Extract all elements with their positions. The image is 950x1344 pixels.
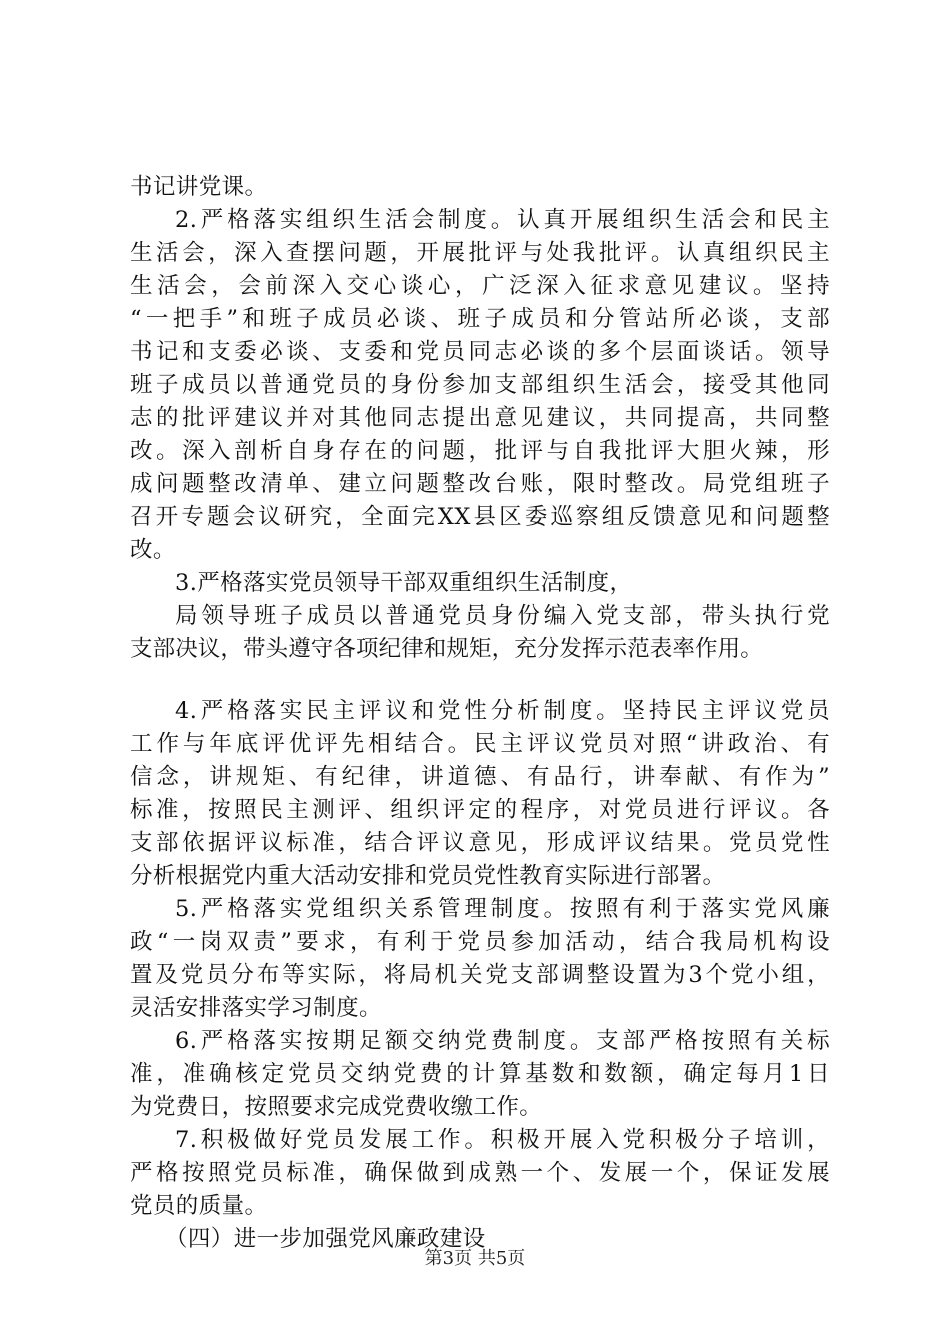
text-line: 支部依据评议标准，结合评议意见，形成评议结果。党员党性 xyxy=(130,830,830,856)
text-line: 局领导班子成员以普通党员身份编入党支部，带头执行党 xyxy=(175,603,830,629)
text-line: 班子成员以普通党员的身份参加支部组织生活会，接受其他同 xyxy=(130,372,830,398)
text-line: 支部决议，带头遵守各项纪律和规矩，充分发挥示范表率作用。 xyxy=(130,636,763,662)
text-line: 成问题整改清单、建立问题整改台账，限时整改。局党组班子 xyxy=(130,471,830,497)
text-line: 生活会，会前深入交心谈心，广泛深入征求意见建议。坚持 xyxy=(130,273,830,299)
text-line: 标准，按照民主测评、组织评定的程序，对党员进行评议。各 xyxy=(130,797,830,823)
text-line: 4.严格落实民主评议和党性分析制度。坚持民主评议党员 xyxy=(175,698,830,724)
text-line: 志的批评建议并对其他同志提出意见建议，共同提高，共同整 xyxy=(130,405,830,431)
text-line: 生活会，深入查摆问题，开展批评与处我批评。认真组织民主 xyxy=(130,240,830,266)
text-line: “一把手”和班子成员必谈、班子成员和分管站所必谈，支部 xyxy=(130,306,830,332)
text-line: 书记讲党课。 xyxy=(130,174,268,200)
text-line: 2.严格落实组织生活会制度。认真开展组织生活会和民主 xyxy=(175,207,830,233)
text-line: 政“一岗双责”要求，有利于党员参加活动，结合我局机构设 xyxy=(130,929,830,955)
text-line: 7.积极做好党员发展工作。积极开展入党积极分子培训， xyxy=(175,1127,830,1153)
text-line: 置及党员分布等实际，将局机关党支部调整设置为3个党小组， xyxy=(130,962,830,988)
section-heading: （四）进一步加强党风廉政建设 xyxy=(165,1226,486,1252)
text-line: 信念，讲规矩、有纪律，讲道德、有品行，讲奉献、有作为” xyxy=(130,764,830,790)
text-line: 书记和支委必谈、支委和党员同志必谈的多个层面谈话。领导 xyxy=(130,339,830,365)
page-number: 第3页 共5页 xyxy=(424,1248,526,1269)
text-line: 准，准确核定党员交纳党费的计算基数和数额，确定每月1日 xyxy=(130,1061,830,1087)
text-line: 严格按照党员标准，确保做到成熟一个、发展一个，保证发展 xyxy=(130,1160,830,1186)
text-line: 为党费日，按照要求完成党费收缴工作。 xyxy=(130,1094,543,1120)
text-line: 5.严格落实党组织关系管理制度。按照有利于落实党风廉 xyxy=(175,896,830,922)
text-line: 改。深入剖析自身存在的问题，批评与自我批评大胆火辣，形 xyxy=(130,438,830,464)
text-line: 工作与年底评优评先相结合。民主评议党员对照“讲政治、有 xyxy=(130,731,830,757)
text-line: 分析根据党内重大活动安排和党员党性教育实际进行部署。 xyxy=(130,863,726,889)
text-line: 党员的质量。 xyxy=(130,1193,268,1219)
text-line: 3.严格落实党员领导干部双重组织生活制度， xyxy=(175,570,633,596)
text-line: 6.严格落实按期足额交纳党费制度。支部严格按照有关标 xyxy=(175,1028,830,1054)
text-line: 改。 xyxy=(130,537,176,563)
text-line: 灵活安排落实学习制度。 xyxy=(130,995,382,1021)
text-line: 召开专题会议研究，全面完XX县区委巡察组反馈意见和问题整 xyxy=(130,504,830,530)
